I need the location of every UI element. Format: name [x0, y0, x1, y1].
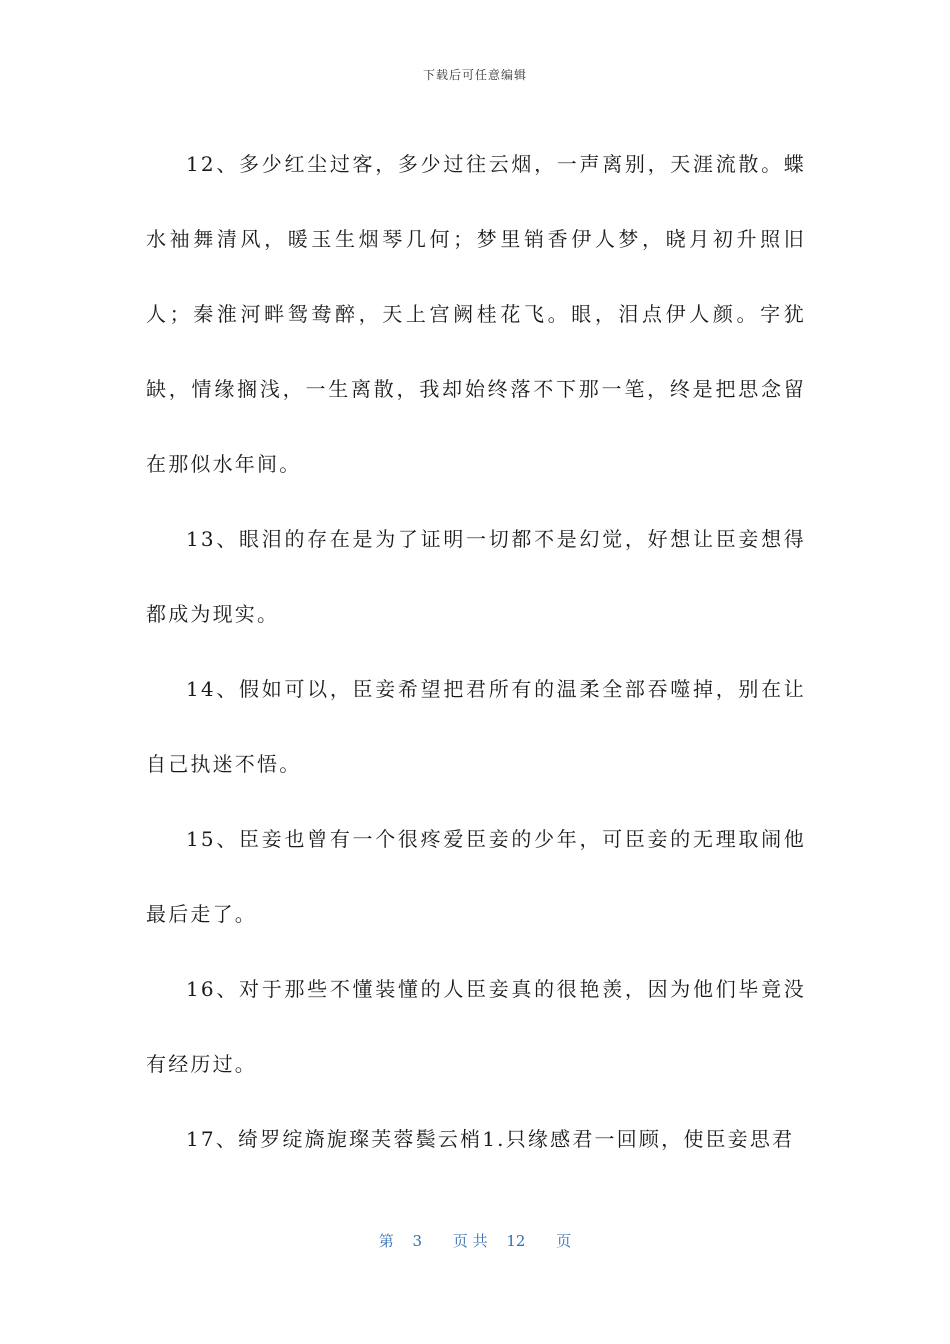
paragraph-13: 13、眼泪的存在是为了证明一切都不是幻觉，好想让臣妾想得都成为现实。 — [146, 527, 806, 626]
footer-total-pages: 12 — [506, 1232, 526, 1250]
page-header-note — [0, 66, 950, 83]
paragraph-14: 14、假如可以，臣妾希望把君所有的温柔全部吞噬掉，别在让自己执迷不悟。 — [146, 677, 806, 776]
paragraph-16: 16、对于那些不懂装懂的人臣妾真的很艳羡，因为他们毕竟没有经历过。 — [146, 977, 806, 1076]
paragraph-12: 12、多少红尘过客，多少过往云烟，一声离别，天涯流散。蝶水袖舞清风，暖玉生烟琴几何；梦里销香伊人梦，晓月初升照旧人；秦淮河畔鸳鸯醉，天上宫阙桂花飞。眼，泪点伊人颜。字犹缺，情缘搁浅，一生离散，我却始终落不下那一笔，终是把思念留在那似水年间。 — [146, 152, 806, 476]
footer-ye-gong: 页 共 — [452, 1232, 488, 1250]
footer-page-number: 3 — [412, 1232, 423, 1250]
header-text: 下载后可任意编辑 — [422, 68, 527, 82]
page-footer — [0, 1230, 950, 1251]
footer-di: 第 — [378, 1232, 394, 1250]
document-body — [146, 127, 806, 1177]
paragraph-15: 15、臣妾也曾有一个很疼爱臣妾的少年，可臣妾的无理取闹他最后走了。 — [146, 827, 806, 926]
footer-ye: 页 — [556, 1232, 572, 1250]
paragraph-17: 17、绮罗绽旖旎璨芙蓉鬓云梢1.只缘感君一回顾，使臣妾思君 — [186, 1127, 795, 1151]
